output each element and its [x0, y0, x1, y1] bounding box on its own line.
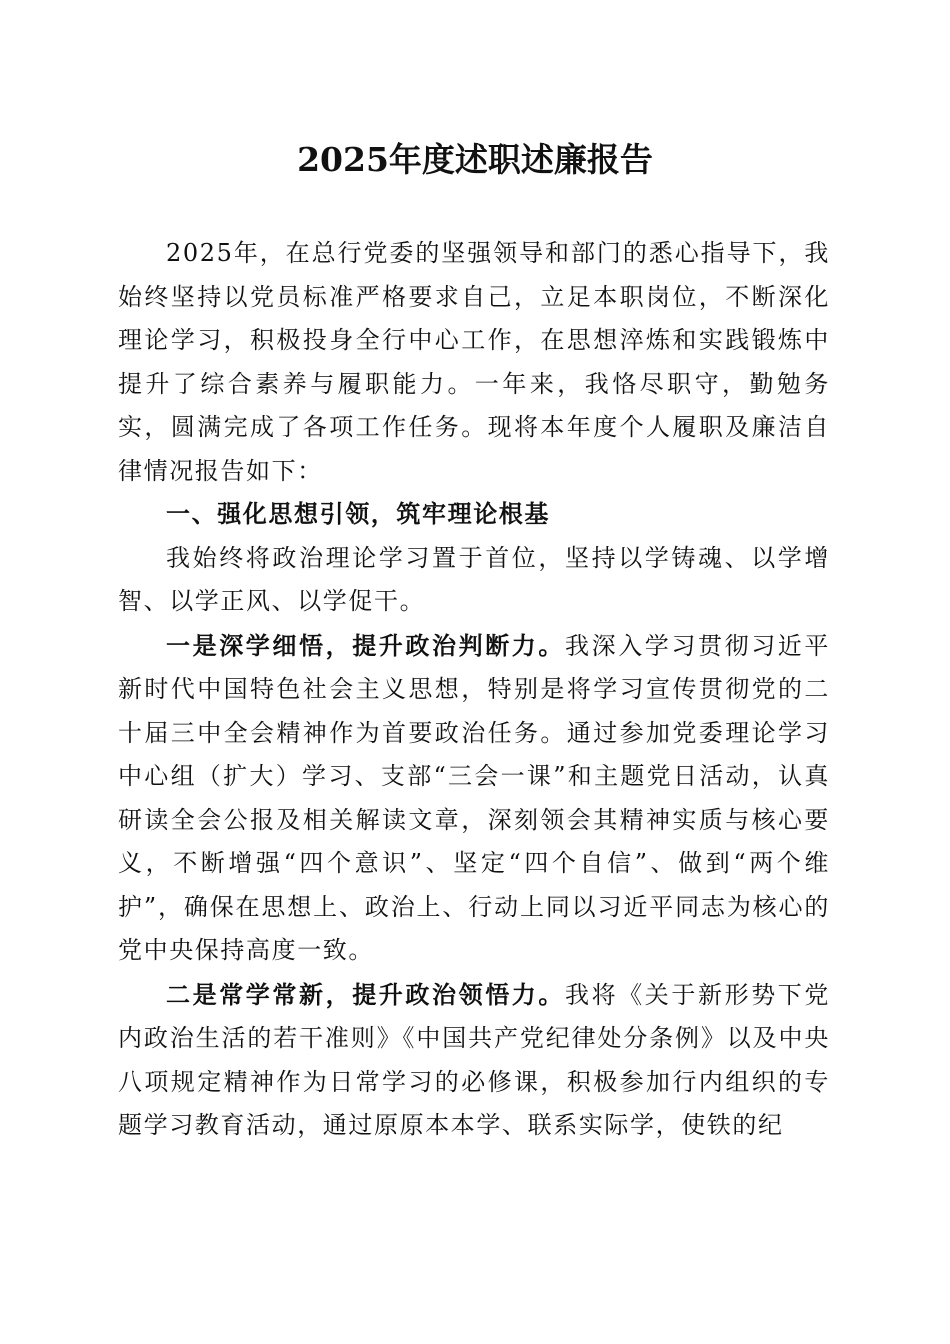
point-paragraph-2: [118, 973, 830, 1148]
document-body: [118, 232, 830, 1148]
point-text-1: 我深入学习贯彻习近平新时代中国特色社会主义思想，特别是将学习宣传贯彻党的二十届三中全会精神作为首要政治任务。通过参加党委理论学习中心组（扩大）学习、支部“三会一课”和主题党日活动，认真研读全会公报及相关解读文章，深刻领会其精神实质与核心要义，不断增强“四个意识”、坚定“四个自信”、做到“两个维护”，确保在思想上、政治上、行动上同以习近平同志为核心的党中央保持高度一致。: [118, 631, 830, 964]
point-text-2: 我将《关于新形势下党内政治生活的若干准则》《中国共产党纪律处分条例》以及中央八项规定精神作为日常学习的必修课，积极参加行内组织的专题学习教育活动，通过原原本本学、联系实际学，使铁的纪: [118, 980, 830, 1139]
point-lead-2: 二是常学常新，提升政治领悟力。: [166, 979, 565, 1009]
section-summary-paragraph: 我始终将政治理论学习置于首位，坚持以学铸魂、以学增智、以学正风、以学促干。: [118, 543, 830, 615]
point-lead-1: 一是深学细悟，提升政治判断力。: [166, 630, 565, 660]
document-title: 2025年度述职述廉报告: [297, 140, 653, 179]
point-paragraph-1: [118, 624, 830, 973]
section-heading: 一、强化思想引领，筑牢理论根基: [166, 500, 550, 528]
intro-paragraph: 2025年，在总行党委的坚强领导和部门的悉心指导下，我始终坚持以党员标准严格要求自己，立足本职岗位，不断深化理论学习，积极投身全行中心工作，在思想淬炼和实践锻炼中提升了综合素养与履职能力。一年来，我恪尽职守，勤勉务实，圆满完成了各项工作任务。现将本年度个人履职及廉洁自律情况报告如下：: [118, 239, 830, 485]
